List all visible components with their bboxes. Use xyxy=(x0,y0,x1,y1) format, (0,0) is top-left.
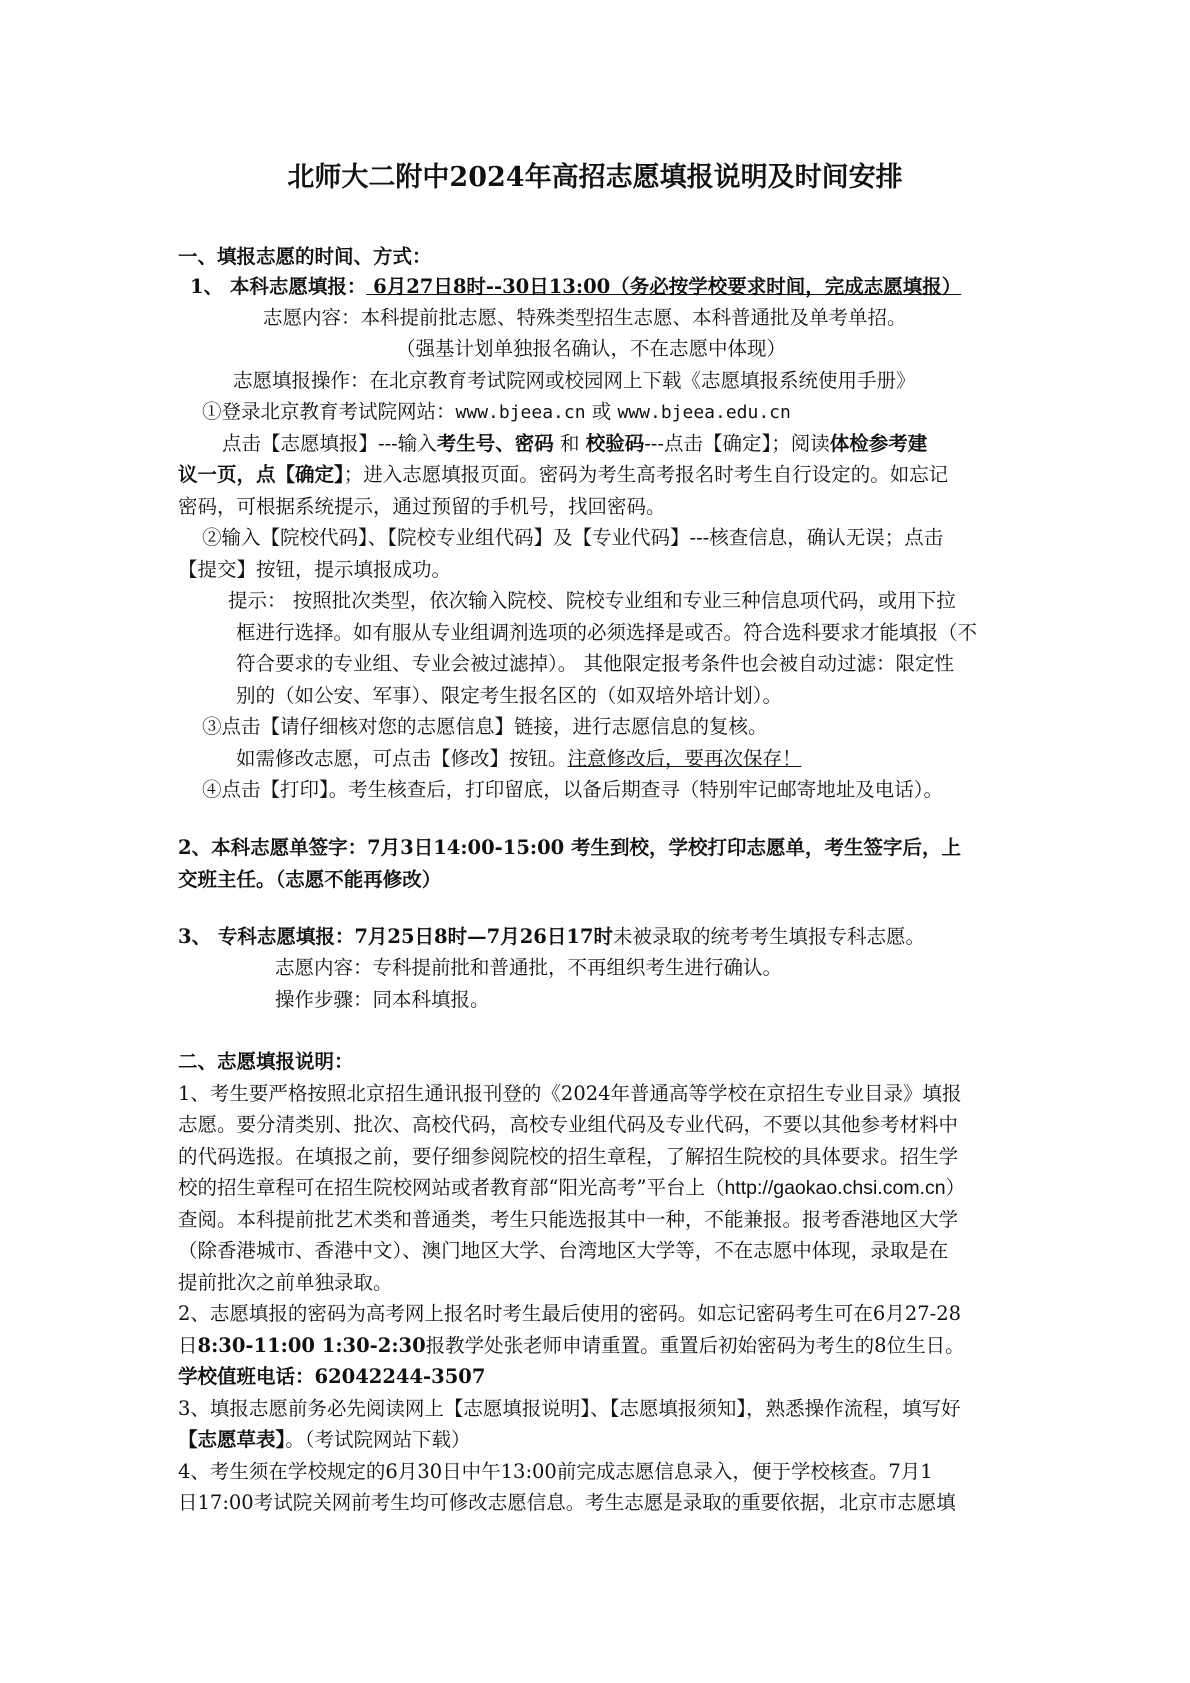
item1-prefix: 1、 本科志愿填报： xyxy=(190,275,367,298)
school-phone: 学校值班电话：62042244-3507 xyxy=(178,1365,486,1388)
p2-line1: 2、志愿填报的密码为高考网上报名时考生最后使用的密码。如忘记密码考生可在6月27-28 xyxy=(178,1302,962,1325)
p2-l2-times: 8:30-11:00 1:30-2:30 xyxy=(197,1334,426,1357)
p1-line1: 1、考生要严格按照北京招生通讯报刊登的《2024年普通高等学校在京招生专业目录》填报 xyxy=(178,1082,962,1105)
item1-line xyxy=(190,272,961,302)
p1-l4-close: ） xyxy=(945,1176,966,1199)
p3-line1: 3、填报志愿前务必先阅读网上【志愿填报说明】、【志愿填报须知】，熟悉操作流程，填写好 xyxy=(178,1397,961,1420)
step1-l2-bold3: 体检参考建 xyxy=(829,432,928,455)
step1-l3-text: ；进入志愿填报页面。密码为考生高考报名时考生自行设定的。如忘记 xyxy=(343,463,949,486)
p4-line1: 4、考生须在学校规定的6月30日中午13:00前完成志愿信息录入，便于学校核查。7月1 xyxy=(178,1460,933,1483)
item1-time: 6月27日8时--30日13:00（务必按学校要求时间，完成志愿填报） xyxy=(366,275,962,298)
p1-line7: 提前批次之前单独录取。 xyxy=(178,1271,393,1294)
step2-line1: ②输入【院校代码】、【院校专业组代码】及【专业代码】---核查信息，确认无误；点击 xyxy=(202,526,944,549)
p1-line5: 查阅。本科提前批艺术类和普通类，考生只能选报其中一种，不能兼报。报考香港地区大学 xyxy=(178,1208,959,1231)
bjeea-edu-cn-link[interactable]: www.bjeea.edu.cn xyxy=(617,402,791,423)
item3-text: 未被录取的统考考生填报专科志愿。 xyxy=(612,925,925,948)
step1-or: 或 xyxy=(585,400,618,423)
step1-l2-text: 点击【志愿填报】---输入 xyxy=(222,432,437,455)
item2-line2: 交班主任。（志愿不能再修改） xyxy=(178,868,442,891)
p1-l4-text: 校的招生章程可在招生院校网站或者教育部“阳光高考”平台上（ xyxy=(178,1176,725,1199)
step1-line2 xyxy=(222,429,927,459)
p1-line2: 志愿。要分清类别、批次、高校代码，高校专业组代码及专业代码，不要以其他参考材料中 xyxy=(178,1113,959,1136)
p2-line2 xyxy=(178,1331,965,1361)
step1-l3-bold: 议一页，点【确定】 xyxy=(178,463,344,486)
gaokao-link[interactable]: http://gaokao.chsi.com.cn xyxy=(724,1177,946,1199)
item3-content: 志愿内容：专科提前批和普通批，不再组织考生进行确认。 xyxy=(275,956,783,979)
p2-l2-text: 报教学处张老师申请重置。重置后初始密码为考生的8位生日。 xyxy=(425,1334,965,1357)
step1-text: ①登录北京教育考试院网站： xyxy=(202,400,456,423)
step3-l2-text: 如需修改志愿，可点击【修改】按钮。 xyxy=(236,747,568,770)
p3-line2 xyxy=(178,1425,471,1455)
step1-line4: 密码，可根据系统提示，通过预留的手机号，找回密码。 xyxy=(178,495,666,518)
step1-l2-bold1: 考生号、密码 xyxy=(436,432,554,455)
p3-l2-text: 。（考试院网站下载） xyxy=(285,1428,471,1451)
item3-steps: 操作步骤：同本科填报。 xyxy=(275,988,490,1011)
p1-line6: （除香港城市、香港中文）、澳门地区大学、台湾地区大学等，不在志愿中体现，录取是在 xyxy=(178,1239,949,1262)
tip-line3: 符合要求的专业组、专业会被过滤掉）。 其他限定报考条件也会被自动过滤：限定性 xyxy=(236,652,954,675)
p2-l2-day: 日 xyxy=(178,1334,198,1357)
section1-heading: 一、填报志愿的时间、方式： xyxy=(178,245,432,268)
item2-line1: 2、本科志愿单签字：7月3日14:00-15:00 考生到校，学校打印志愿单，考生签字后，上 xyxy=(178,836,962,859)
item1-note: （强基计划单独报名确认，不在志愿中体现） xyxy=(396,337,787,360)
item3-line1 xyxy=(178,922,925,952)
step3-line2 xyxy=(236,744,802,774)
tip-line4: 别的（如公安、军事）、限定考生报名区的（如双培外培计划）。 xyxy=(236,684,783,707)
item1-operation: 志愿填报操作：在北京教育考试院网或校园网上下载《志愿填报系统使用手册》 xyxy=(233,369,916,392)
tip-line1: 提示： 按照批次类型，依次输入院校、院校专业组和专业三种信息项代码，或用下拉 xyxy=(228,589,956,612)
p1-line4 xyxy=(178,1173,965,1203)
p4-line2: 日17:00考试院关网前考生均可修改志愿信息。考生志愿是录取的重要依据，北京市志愿填 xyxy=(178,1491,956,1514)
item3-bold: 3、 专科志愿填报：7月25日8时—7月26日17时 xyxy=(178,925,613,948)
item1-content: 志愿内容：本科提前批志愿、特殊类型招生志愿、本科普通批及单考单招。 xyxy=(263,306,907,329)
section2-heading: 二、志愿填报说明： xyxy=(178,1050,354,1073)
step1-line3 xyxy=(178,460,948,490)
step3-line1: ③点击【请仔细核对您的志愿信息】链接，进行志愿信息的复核。 xyxy=(202,715,768,738)
step1-line1 xyxy=(202,397,791,427)
step1-l2-text2: ---点击【确定】；阅读 xyxy=(644,432,830,455)
p3-l2-bold: 【志愿草表】 xyxy=(178,1428,286,1451)
tip-line2: 框进行选择。如有服从专业组调剂选项的必须选择是或否。符合选科要求才能填报（不 xyxy=(236,621,978,644)
step1-l2-bold2: 校验码 xyxy=(585,432,645,455)
step1-l2-and: 和 xyxy=(553,432,586,455)
step3-l2-underlined: 注意修改后，要再次保存！ xyxy=(567,747,802,770)
page-title: 北师大二附中2024年高招志愿填报说明及时间安排 xyxy=(287,162,903,193)
bjeea-cn-link[interactable]: www.bjeea.cn xyxy=(455,402,586,423)
p1-line3: 的代码选报。在填报之前，要仔细参阅院校的招生章程，了解招生院校的具体要求。招生学 xyxy=(178,1145,959,1168)
step4-line: ④点击【打印】。考生核查后，打印留底，以备后期查寻（特别牢记邮寄地址及电话）。 xyxy=(202,778,944,801)
step2-line2: 【提交】按钮，提示填报成功。 xyxy=(178,558,452,581)
